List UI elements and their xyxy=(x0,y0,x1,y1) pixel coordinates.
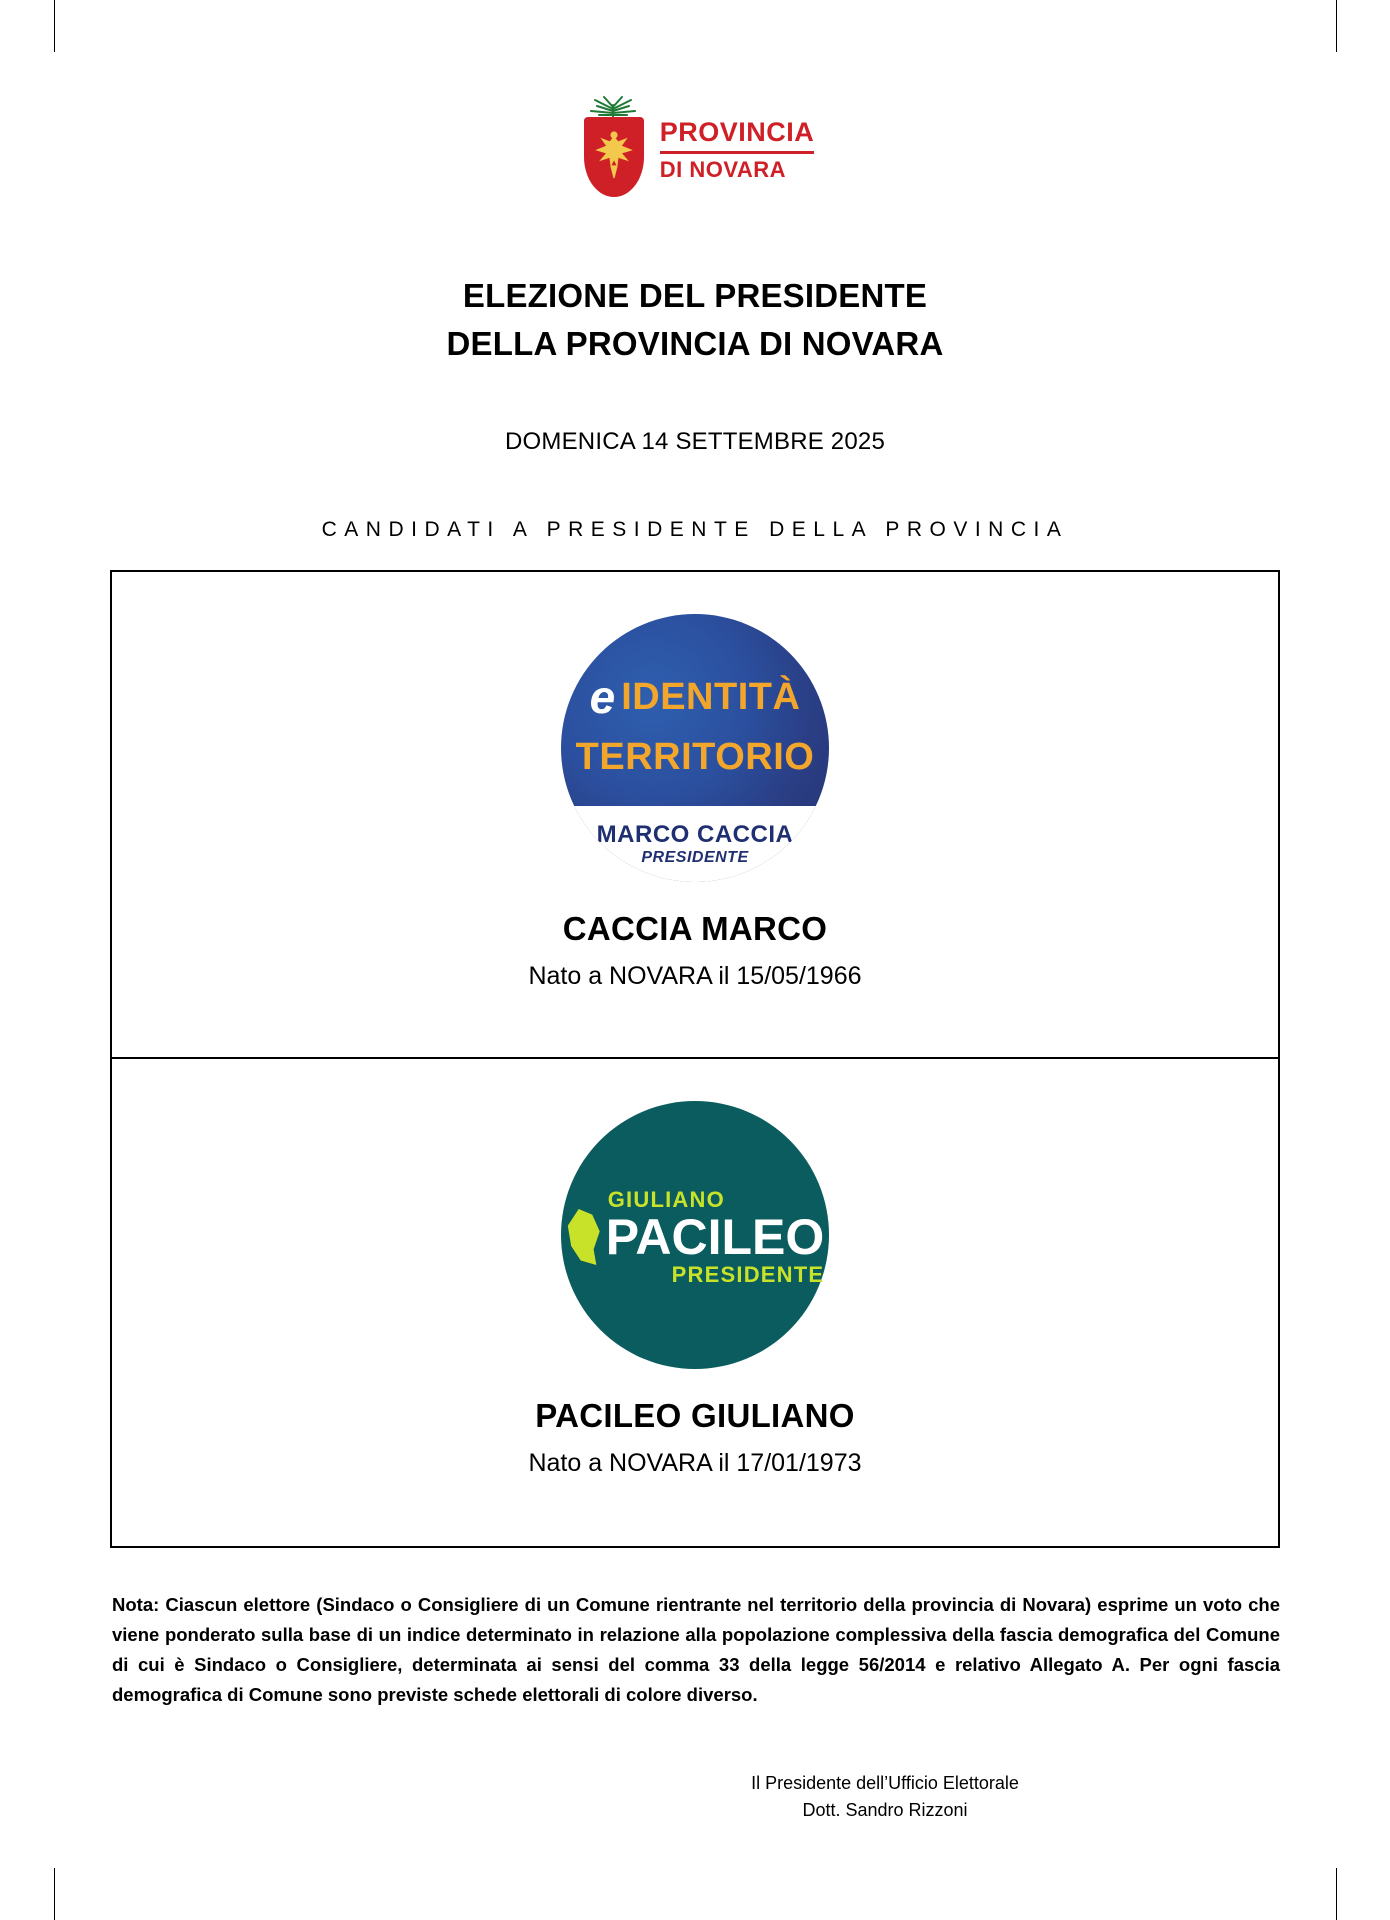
signature-role: Il Presidente dell’Ufficio Elettorale xyxy=(751,1773,1019,1793)
logo1-words xyxy=(561,670,829,779)
candidate-entry-2 xyxy=(112,1059,1278,1546)
note-text: Nota: Ciascun elettore (Sindaco o Consigliere di un Comune rientrante nel territorio della provincia di Novara) esprime un voto che viene ponderato sulla base di un indice determinato in relazione alla popolazione complessiva della fascia demografica del Comune di cui è Sindaco o Consigliere, determinata ai sensi del comma 33 della legge 56/2014 e relativo Allegato A. Per ogni fascia demografica di Comune sono previste schede elettorali di colore diverso. xyxy=(112,1594,1280,1705)
candidate-1-name: CACCIA MARCO xyxy=(562,910,828,947)
logo2-role: PRESIDENTE xyxy=(671,1261,825,1287)
crest-line-1: PROVINCIA xyxy=(659,117,815,148)
candidate-2-name: PACILEO GIULIANO xyxy=(535,1397,855,1434)
election-date: DOMENICA 14 SETTEMBRE 2025 xyxy=(505,428,885,455)
logo1-script-letter: e xyxy=(589,671,616,723)
eagle-icon xyxy=(592,130,636,184)
candidate-1-birth: Nato a NOVARA il 15/05/1966 xyxy=(528,962,862,990)
pacileo-presidente-logo xyxy=(561,1101,829,1369)
signature-name: Dott. Sandro Rizzoni xyxy=(802,1800,968,1820)
red-shield xyxy=(584,117,644,197)
province-map-icon xyxy=(566,1209,600,1265)
logo1-word-2: TERRITORIO xyxy=(575,736,815,778)
crest-line-2: DI NOVARA xyxy=(659,157,787,183)
page-title xyxy=(0,272,1390,368)
candidate-1-logo-wrap xyxy=(112,572,1278,882)
logo2-surname: PACILEO xyxy=(605,1208,825,1265)
page-title-line-2: DELLA PROVINCIA DI NOVARA xyxy=(446,324,944,362)
province-crest xyxy=(0,95,1390,205)
logo2-first-name: GIULIANO xyxy=(607,1186,725,1212)
logo1-candidate-name: MARCO CACCIA xyxy=(596,821,794,848)
logo1-name-band xyxy=(561,806,829,882)
page-title-line-1: ELEZIONE DEL PRESIDENTE xyxy=(462,277,928,314)
candidate-entry-1 xyxy=(112,572,1278,1059)
candidate-2-logo-wrap xyxy=(112,1059,1278,1369)
coat-of-arms-icon xyxy=(576,95,650,205)
crest-divider xyxy=(660,151,815,154)
crop-mark-top-left xyxy=(54,0,55,52)
identita-e-territorio-logo xyxy=(561,614,829,882)
crop-mark-top-right xyxy=(1336,0,1337,52)
crop-mark-bottom-right xyxy=(1336,1868,1337,1920)
crop-mark-bottom-left xyxy=(54,1868,55,1920)
section-label: CANDIDATI A PRESIDENTE DELLA PROVINCIA xyxy=(321,518,1069,541)
candidates-box xyxy=(110,570,1280,1548)
logo1-word-1: IDENTITÀ xyxy=(621,675,801,718)
signature-block xyxy=(0,1770,1390,1824)
candidate-2-birth: Nato a NOVARA il 17/01/1973 xyxy=(528,1449,862,1477)
logo1-candidate-role: PRESIDENTE xyxy=(641,849,749,866)
